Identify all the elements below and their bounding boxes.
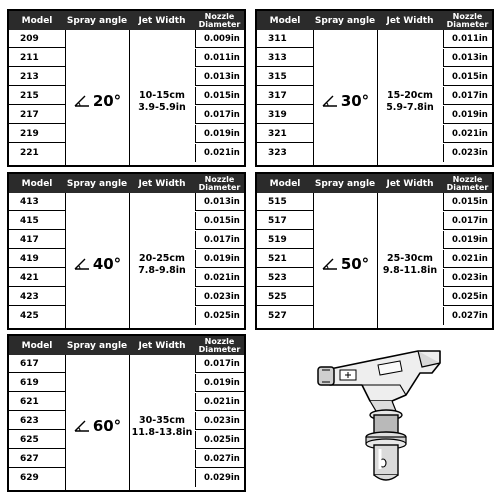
diameter-cell: 0.013in xyxy=(195,68,244,86)
jet-width-value: 15-20cm 5.9-7.8in xyxy=(386,90,434,113)
table-header xyxy=(9,174,244,193)
header-nozzle-diameter: Nozzle Diameter xyxy=(198,11,241,29)
jet-width-value: 20-25cm 7.8-9.8in xyxy=(138,253,186,276)
spray-angle-value: 40° xyxy=(65,254,129,274)
diameter-cell: 0.029in xyxy=(195,469,244,487)
model-cell: 423 xyxy=(9,288,65,306)
spray-tip-nozzle-icon xyxy=(300,337,450,487)
jet-width-value: 30-35cm 11.8-13.8in xyxy=(131,415,193,438)
model-cell: 419 xyxy=(9,250,65,268)
model-cell: 313 xyxy=(257,49,313,67)
header-nozzle-diameter: Nozzle Diameter xyxy=(198,336,241,354)
diameter-cell: 0.017in xyxy=(443,87,492,105)
angle-icon xyxy=(321,257,339,271)
model-cell: 421 xyxy=(9,269,65,287)
diameter-cell: 0.019in xyxy=(195,374,244,392)
diameter-cell: 0.009in xyxy=(195,30,244,48)
header-spray-angle: Spray angle xyxy=(66,340,128,351)
spray-angle-value: 20° xyxy=(65,91,129,111)
header-model: Model xyxy=(269,15,301,26)
header-model: Model xyxy=(269,178,301,189)
header-spray-angle: Spray angle xyxy=(314,178,376,189)
header-model: Model xyxy=(21,340,53,351)
diameter-cell: 0.021in xyxy=(443,125,492,143)
diameter-cell: 0.015in xyxy=(443,68,492,86)
model-cell: 413 xyxy=(9,193,65,211)
header-spray-angle: Spray angle xyxy=(66,15,128,26)
diameter-cell: 0.021in xyxy=(443,250,492,268)
diameter-cell: 0.025in xyxy=(195,431,244,449)
angle-icon xyxy=(73,419,91,433)
diameter-cell: 0.019in xyxy=(443,106,492,124)
angle-icon xyxy=(321,94,339,108)
model-cell: 219 xyxy=(9,125,65,143)
model-cell: 425 xyxy=(20,311,39,321)
model-cell: 519 xyxy=(257,231,313,249)
model-cell: 515 xyxy=(257,193,313,211)
header-jet-width: Jet Width xyxy=(138,340,186,351)
diameter-cell: 0.017in xyxy=(195,106,244,124)
diameter-cell: 0.023in xyxy=(443,269,492,287)
model-cell: 629 xyxy=(20,473,39,483)
diameter-cell: 0.011in xyxy=(195,49,244,67)
diameter-cell: 0.021in xyxy=(195,269,244,287)
nozzle-table-30 xyxy=(255,9,494,167)
diameter-cell: 0.027in xyxy=(195,450,244,468)
model-cell: 621 xyxy=(9,393,65,411)
nozzle-table-60 xyxy=(7,334,246,492)
diameter-cell: 0.025in xyxy=(443,288,492,306)
diameter-cell: 0.019in xyxy=(195,125,244,143)
model-cell: 209 xyxy=(9,30,65,48)
spray-angle-value: 60° xyxy=(65,416,129,436)
model-cell: 525 xyxy=(257,288,313,306)
model-cell: 215 xyxy=(9,87,65,105)
model-cell: 619 xyxy=(9,374,65,392)
header-model: Model xyxy=(21,178,53,189)
model-cell: 321 xyxy=(257,125,313,143)
header-jet-width: Jet Width xyxy=(138,178,186,189)
diameter-cell: 0.017in xyxy=(443,212,492,230)
diameter-cell: 0.023in xyxy=(443,144,492,162)
jet-width-value: 25-30cm 9.8-11.8in xyxy=(382,253,438,276)
model-cell: 221 xyxy=(20,148,39,158)
angle-icon xyxy=(73,94,91,108)
spray-angle-value: 50° xyxy=(313,254,377,274)
header-jet-width: Jet Width xyxy=(386,178,434,189)
model-cell: 521 xyxy=(257,250,313,268)
model-cell: 213 xyxy=(9,68,65,86)
diameter-cell: 0.023in xyxy=(195,412,244,430)
angle-icon xyxy=(73,257,91,271)
header-jet-width: Jet Width xyxy=(138,15,186,26)
nozzle-table-50 xyxy=(255,172,494,330)
diameter-cell: 0.017in xyxy=(195,355,244,373)
model-cell: 617 xyxy=(9,355,65,373)
diameter-cell: 0.013in xyxy=(195,193,244,211)
header-spray-angle: Spray angle xyxy=(314,15,376,26)
nozzle-table-20 xyxy=(7,9,246,167)
table-header xyxy=(9,11,244,30)
table-header xyxy=(9,336,244,355)
model-cell: 319 xyxy=(257,106,313,124)
diameter-cell: 0.023in xyxy=(195,288,244,306)
header-nozzle-diameter: Nozzle Diameter xyxy=(446,174,489,192)
diameter-cell: 0.021in xyxy=(195,393,244,411)
model-cell: 623 xyxy=(9,412,65,430)
header-jet-width: Jet Width xyxy=(386,15,434,26)
spray-angle-value: 30° xyxy=(313,91,377,111)
model-cell: 211 xyxy=(9,49,65,67)
model-cell: 323 xyxy=(268,148,287,158)
diameter-cell: 0.019in xyxy=(195,250,244,268)
diameter-cell: 0.017in xyxy=(195,231,244,249)
header-model: Model xyxy=(21,15,53,26)
diameter-cell: 0.015in xyxy=(443,193,492,211)
diameter-cell: 0.015in xyxy=(195,212,244,230)
header-nozzle-diameter: Nozzle Diameter xyxy=(446,11,489,29)
model-cell: 415 xyxy=(9,212,65,230)
jet-width-value: 10-15cm 3.9-5.9in xyxy=(138,90,186,113)
diameter-cell: 0.021in xyxy=(195,144,244,162)
model-cell: 417 xyxy=(9,231,65,249)
header-nozzle-diameter: Nozzle Diameter xyxy=(198,174,241,192)
model-cell: 315 xyxy=(257,68,313,86)
model-cell: 627 xyxy=(9,450,65,468)
model-cell: 523 xyxy=(257,269,313,287)
model-cell: 625 xyxy=(9,431,65,449)
diameter-cell: 0.011in xyxy=(443,30,492,48)
header-spray-angle: Spray angle xyxy=(66,178,128,189)
model-cell: 517 xyxy=(257,212,313,230)
diameter-cell: 0.013in xyxy=(443,49,492,67)
diameter-cell: 0.025in xyxy=(195,307,244,325)
diameter-cell: 0.015in xyxy=(195,87,244,105)
diameter-cell: 0.019in xyxy=(443,231,492,249)
diameter-cell: 0.027in xyxy=(443,307,492,325)
table-header xyxy=(257,11,492,30)
nozzle-table-40 xyxy=(7,172,246,330)
model-cell: 317 xyxy=(257,87,313,105)
table-header xyxy=(257,174,492,193)
model-cell: 527 xyxy=(268,311,287,321)
model-cell: 217 xyxy=(9,106,65,124)
model-cell: 311 xyxy=(257,30,313,48)
